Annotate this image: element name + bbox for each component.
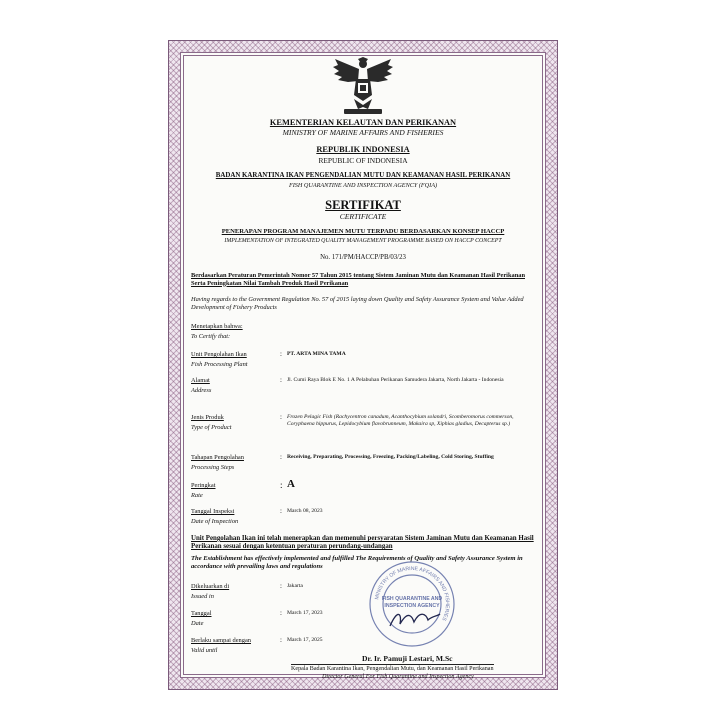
certificate-subject-id: PENERAPAN PROGRAM MANAJEMEN MUTU TERPADU BERDASARKAN KONSEP HACCP — [221, 228, 505, 235]
legal-basis-en: Having regards to the Government Regulation No. 57 of 2015 laying down Quality and Safety Assurance System and Value Added Development of Fishery Products — [191, 296, 524, 311]
certificate-title-en: CERTIFICATE — [339, 212, 387, 221]
issue-place-label-id: Dikeluarkan di — [191, 583, 230, 590]
field-plant-label — [191, 351, 248, 368]
field-product-value: Frozen Pelagic Fish (Rachycentron canadum, Acanthocybium solandri, Scomberomorus commerson, Coryphaena hippurus, Lepidocybium flavobrunneum, Makaira sp, Xiphias gladius, Decapterus sp.) — [287, 414, 514, 428]
official-stamp — [368, 560, 456, 648]
field-inspection-label-en: Date of Inspection — [191, 518, 239, 525]
colon: : — [280, 413, 282, 421]
field-inspection-label-id: Tanggal Inspeksi — [191, 508, 235, 515]
statement-en: The Establishment has effectively implemented and fulfilled The Requirements of Quality and Safety Assurance System in accordance with prevailing laws and regulations — [191, 555, 523, 571]
field-rate-label-en: Rate — [191, 492, 203, 499]
agency-name-en: FISH QUARANTINE AND INSPECTION AGENCY (FQIA) — [288, 182, 438, 189]
colon: : — [280, 480, 283, 490]
certify-label-id: Menetapkan bahwa: — [191, 323, 243, 330]
field-rate-value: A — [287, 478, 295, 490]
signatory-title-id: Kepala Badan Karantina Ikan, Pengendalian Mutu, dan Keamanan Hasil Perikanan — [291, 666, 494, 672]
stamp-line-1: FISH QUARANTINE AND — [381, 596, 443, 602]
field-steps-label-en: Processing Steps — [191, 464, 235, 471]
colon: : — [280, 636, 282, 644]
field-address-label — [191, 377, 211, 394]
field-address-label-id: Alamat — [191, 377, 210, 384]
field-steps-label-id: Tahapan Pengolahan — [191, 454, 244, 461]
agency-name-id: BADAN KARANTINA IKAN PENGENDALIAN MUTU DAN KEAMANAN HASIL PERIKANAN — [215, 172, 511, 179]
colon: : — [280, 582, 282, 590]
republic-name-id: REPUBLIK INDONESIA — [316, 145, 410, 154]
certify-label — [191, 323, 243, 340]
field-steps-value: Receiving, Preparating, Processing, Freezing, Packing/Labeling, Cold Storing, Stuffing — [287, 454, 494, 460]
colon: : — [280, 376, 282, 384]
certify-label-en: To Certify that: — [191, 333, 231, 340]
garuda-emblem-icon — [330, 55, 396, 117]
field-plant-value: PT. ARTA MINA TAMA — [287, 351, 346, 357]
valid-until-label-id: Berlaku sampai dengan — [191, 637, 251, 644]
legal-basis-id: Berdasarkan Peraturan Pemerintah Nomor 57 Tahun 2015 tentang Sistem Jaminan Mutu dan Keamanan Hasil Perikanan Serta Peningkatan Nilai Tambah Produk Hasil Perikanan — [191, 272, 525, 287]
colon: : — [280, 507, 282, 515]
colon: : — [280, 350, 282, 358]
field-product-label — [191, 414, 231, 431]
colon: : — [280, 453, 282, 461]
field-plant-label-en: Fish Processing Plant — [191, 361, 248, 368]
republic-name-en: REPUBLIC OF INDONESIA — [318, 156, 408, 165]
colon: : — [280, 609, 282, 617]
issue-date-value: March 17, 2023 — [287, 610, 323, 616]
valid-until-label — [191, 637, 251, 654]
valid-until-value: March 17, 2025 — [287, 637, 323, 643]
field-inspection-value: March 08, 2023 — [287, 508, 323, 514]
field-inspection-label — [191, 508, 238, 525]
stamp-ring-text: MINISTRY OF MARINE AFFAIRS AND FISHERIES — [374, 565, 451, 622]
issue-place-value: Jakarta — [287, 583, 303, 589]
field-plant-label-id: Unit Pengolahan Ikan — [191, 351, 247, 358]
field-address-label-en: Address — [191, 387, 212, 394]
certificate-number: No. 171/PM/HACCP/PB/03/23 — [320, 254, 406, 261]
field-address-value: Jl. Cumi Raya Blok E No. 1 A Pelabuhan Perikanan Samudera Jakarta, North Jakarta - Indonesia — [287, 377, 504, 383]
field-rate-label-id: Peringkat — [191, 482, 216, 489]
signatory-title-en: Director General For Fish Quarantine and Inspection Agency — [322, 674, 474, 680]
certificate-subject-en: IMPLEMENTATION OF INTEGRATED QUALITY MANAGEMENT PROGRAMME BASED ON HACCP CONCEPT — [224, 238, 502, 244]
issue-place-label-en: Issued in — [191, 593, 214, 600]
issue-date-label-en: Date — [191, 620, 204, 627]
field-steps-label — [191, 454, 244, 471]
ministry-name-en: MINISTRY OF MARINE AFFAIRS AND FISHERIES — [282, 128, 444, 137]
valid-until-label-en: Valid until — [191, 647, 218, 654]
stamp-line-2: INSPECTION AGENCY — [384, 603, 440, 609]
statement-id: Unit Pengolahan Ikan ini telah menerapkan dan memenuhi persyaratan Sistem Jaminan Mutu dan Keamanan Hasil Perikanan sesuai dengan ketentuan peraturan perundang-undangan — [191, 535, 534, 551]
ministry-name-id: KEMENTERIAN KELAUTAN DAN PERIKANAN — [269, 118, 457, 127]
field-product-label-en: Type of Product — [191, 424, 232, 431]
issue-date-label-id: Tanggal — [191, 610, 212, 617]
issue-date-label — [191, 610, 212, 627]
certificate-title: SERTIFIKAT — [325, 198, 401, 212]
field-product-label-id: Jenis Produk — [191, 414, 224, 421]
issue-place-label — [191, 583, 229, 600]
signatory-name: Dr. Ir. Pamuji Lestari, M.Sc — [362, 654, 453, 663]
field-rate-label — [191, 482, 216, 499]
